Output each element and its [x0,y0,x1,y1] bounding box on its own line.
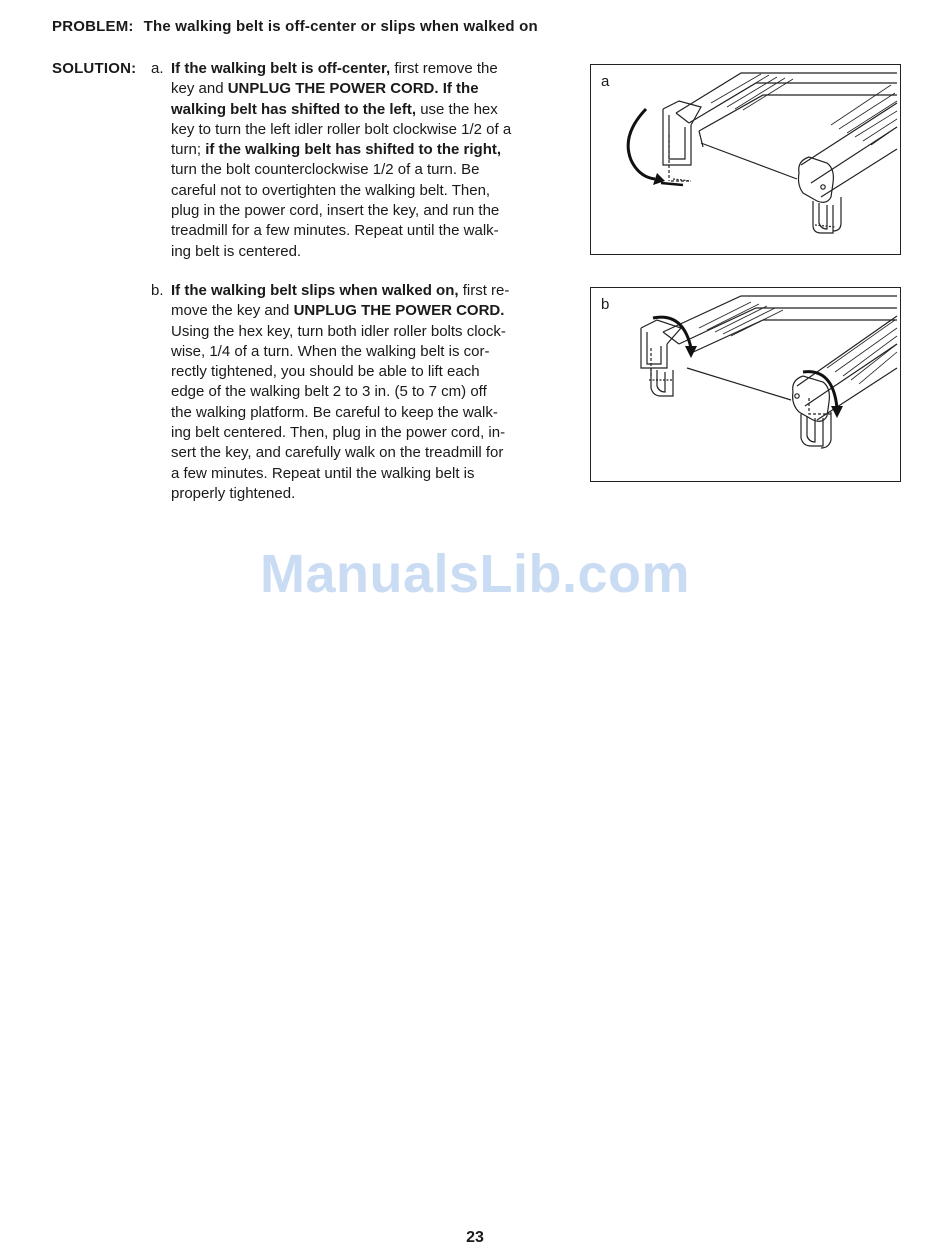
step-a-line [171,120,553,140]
text-run: ing belt is centered. [171,242,302,260]
step-b-line [171,301,553,321]
step-a-line [171,181,553,201]
bold-text: walking belt has shifted to the left, [171,100,417,118]
text-run: use the hex [416,100,498,118]
figure-a [590,64,901,255]
text-run: Using the hex key, turn both idler roller bolts clock- [171,322,506,340]
bold-text: if the walking belt has shifted to the right, [205,141,502,159]
problem-text: The walking belt is off-center or slips when walked on [143,18,538,35]
step-b-marker: b. [151,282,164,299]
text-run: key and [171,80,228,98]
text-run: properly tightened. [171,484,296,502]
problem-heading [52,18,538,35]
bold-text: UNPLUG THE POWER CORD. If the [227,80,479,98]
bold-text: If the walking belt slips when walked on, [171,282,459,299]
step-a-line [171,160,553,180]
figure-b [590,287,901,482]
text-run: careful not to overtighten the walking belt. Then, [171,181,491,199]
text-run: turn the bolt counterclockwise 1/2 of a turn. Be [171,161,480,179]
text-run: turn; [171,141,206,159]
step-a-line [171,100,553,120]
step-a-marker: a. [151,60,164,77]
step-b-line [171,484,553,504]
page-number: 23 [466,1229,484,1246]
step-b-line [171,382,553,402]
bold-text: If the walking belt is off-center, [171,60,391,77]
step-b-line [171,281,553,301]
step-b-paragraph [171,281,553,504]
step-b-line [171,464,553,484]
step-b-line [171,423,553,443]
step-a-line [171,201,553,221]
figure-b-label: b [601,296,610,313]
text-run: ing belt centered. Then, plug in the power cord, in- [171,424,506,442]
step-b-line [171,322,553,342]
text-run: treadmill for a few minutes. Repeat until the walk- [171,222,499,240]
text-run: edge of the walking belt 2 to 3 in. (5 to 7 cm) off [171,383,487,401]
step-b-line [171,443,553,463]
step-a-line [171,79,553,99]
figure-a-treadmill-illustration [591,65,902,256]
problem-label: PROBLEM: [52,18,134,35]
text-run: key to turn the left idler roller bolt clockwise 1/2 of a [171,120,512,138]
bold-text: UNPLUG THE POWER CORD. [293,302,505,320]
figure-b-treadmill-illustration [591,288,902,483]
step-b-line [171,362,553,382]
solution-label: SOLUTION: [52,60,137,77]
step-a-line [171,221,553,241]
step-a-line [171,242,553,262]
text-run: first remove the [390,60,498,77]
text-run: plug in the power cord, insert the key, and run the [171,202,500,220]
text-run: sert the key, and carefully walk on the treadmill for [171,444,504,462]
text-run: rectly tightened, you should be able to lift each [171,363,480,381]
text-run: the walking platform. Be careful to keep the walk- [171,403,498,421]
text-run: first re- [458,282,510,299]
step-a-line [171,59,553,79]
step-b-line [171,403,553,423]
watermark: ManualsLib.com [259,544,691,604]
step-a-paragraph [171,59,553,262]
step-a-line [171,140,553,160]
text-run: wise, 1/4 of a turn. When the walking belt is cor- [171,342,490,360]
step-b-line [171,342,553,362]
figure-a-label: a [601,73,610,90]
text-run: move the key and [171,302,294,320]
text-run: a few minutes. Repeat until the walking belt is [171,464,475,482]
